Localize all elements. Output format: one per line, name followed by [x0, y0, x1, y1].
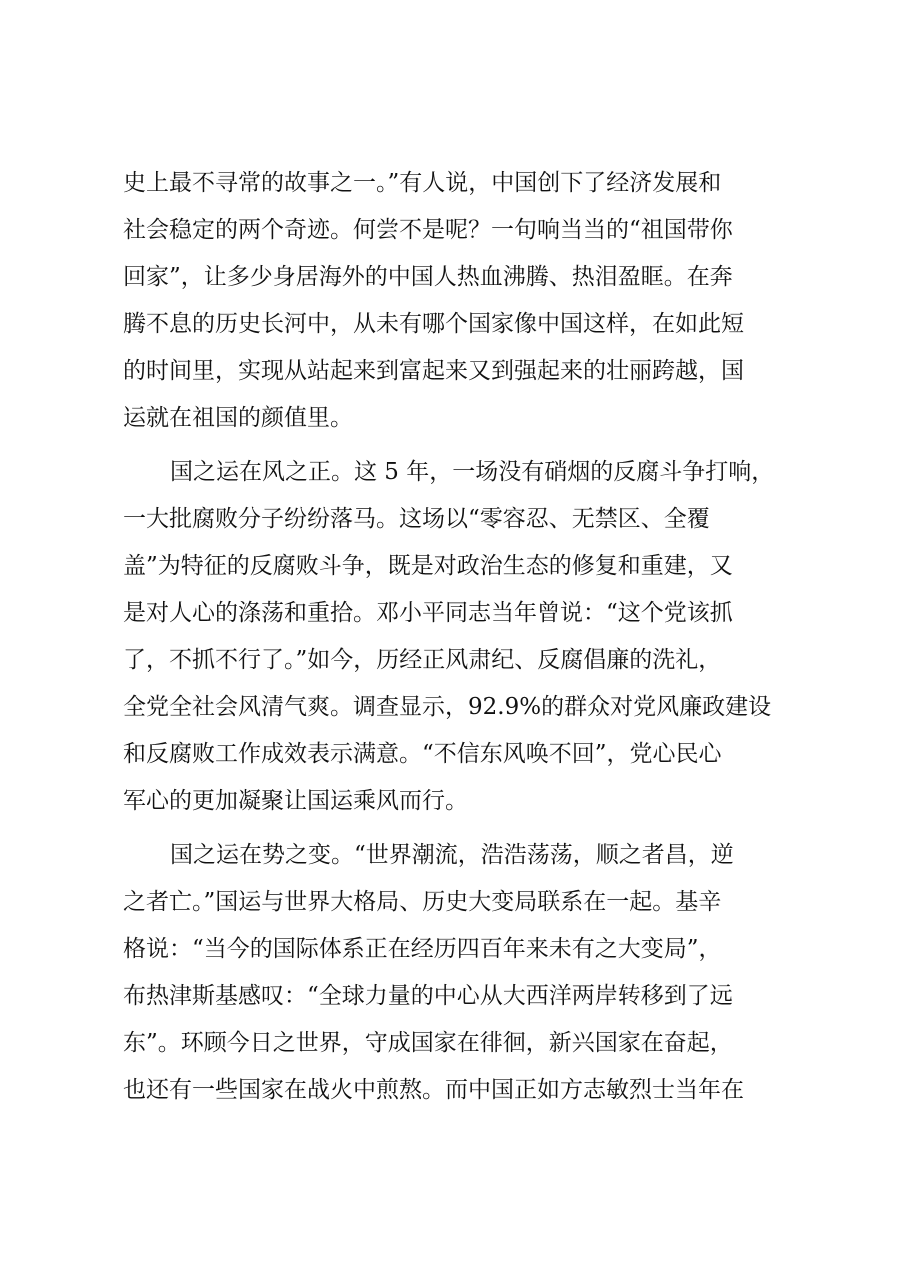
paragraph-3-line-5: 东”。环顾今日之世界，守成国家在徘徊，新兴国家在奋起， [123, 1030, 733, 1056]
paragraph-2-line-2: 一大批腐败分子纷纷落马。这场以“零容忍、无禁区、全覆 [123, 506, 710, 532]
paragraph-2-line-5: 了，不抓不行了。”如今，历经正风肃纪、反腐倡廉的洗礼， [123, 647, 722, 673]
paragraph-1-line-1: 史上最不寻常的故事之一。”有人说，中国创下了经济发展和 [123, 170, 722, 196]
paragraph-1-line-4: 腾不息的历史长河中，从未有哪个国家像中国这样，在如此短 [123, 311, 744, 337]
paragraph-2-line-1: 国之运在风之正。这 5 年，一场没有硝烟的反腐斗争打响， [170, 459, 775, 485]
paragraph-2-line-6: 全党全社会风清气爽。调查显示，92.9%的群众对党风廉政建设 [123, 694, 772, 720]
paragraph-2-line-7: 和反腐败工作成效表示满意。“不信东风唤不回”，党心民心 [123, 741, 722, 767]
paragraph-1-line-6: 运就在祖国的颜值里。 [123, 405, 353, 431]
paragraph-1-line-2: 社会稳定的两个奇迹。何尝不是呢？一句响当当的“祖国带你 [123, 217, 733, 243]
paragraph-2-line-8: 军心的更加凝聚让国运乘风而行。 [123, 788, 468, 814]
paragraph-3-line-3: 格说：“当今的国际体系正在经历四百年来未有之大变局”， [123, 936, 722, 962]
paragraph-1-line-5: 的时间里，实现从站起来到富起来又到强起来的壮丽跨越，国 [123, 358, 744, 384]
paragraph-3-line-1: 国之运在势之变。“世界潮流，浩浩荡荡，顺之者昌，逆 [170, 842, 734, 868]
paragraph-3-line-6: 也还有一些国家在战火中煎熬。而中国正如方志敏烈士当年在 [123, 1077, 744, 1103]
paragraph-1-line-3: 回家”，让多少身居海外的中国人热血沸腾、热泪盈眶。在奔 [123, 264, 733, 290]
paragraph-3-line-2: 之者亡。”国运与世界大格局、历史大变局联系在一起。基辛 [123, 889, 722, 915]
paragraph-3-line-4: 布热津斯基感叹：“全球力量的中心从大西洋两岸转移到了远 [123, 983, 733, 1009]
paragraph-2-line-3: 盖”为特征的反腐败斗争，既是对政治生态的修复和重建，又 [123, 553, 733, 579]
paragraph-2-line-4: 是对人心的涤荡和重拾。邓小平同志当年曾说：“这个党该抓 [123, 600, 733, 626]
